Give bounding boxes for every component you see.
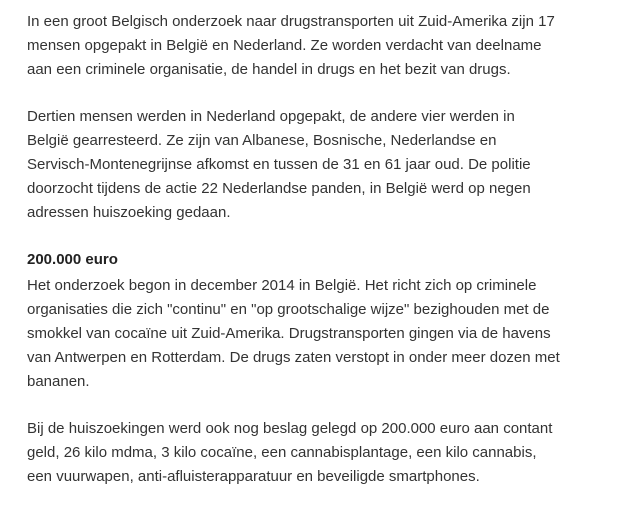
text-line: Bij de huiszoekingen werd ook nog beslag gelegd op 200.000 euro aan contant xyxy=(27,420,553,437)
text-line: mensen opgepakt in België en Nederland. Ze worden verdacht van deelname xyxy=(27,37,542,54)
text-line: organisaties die zich "continu" en "op grootschalige wijze" bezighouden met de xyxy=(27,301,550,318)
text-line: adressen huiszoeking gedaan. xyxy=(27,204,231,221)
paragraph-seizures xyxy=(27,417,597,489)
text-line: aan een criminele organisatie, de handel in drugs en het bezit van drugs. xyxy=(27,61,511,78)
text-line: België gearresteerd. Ze zijn van Albanese, Bosnische, Nederlandse en xyxy=(27,132,497,149)
text-line: geld, 26 kilo mdma, 3 kilo cocaïne, een cannabisplantage, een kilo cannabis, xyxy=(27,444,537,461)
paragraph-intro xyxy=(27,10,597,82)
article-body xyxy=(27,10,597,512)
paragraph-investigation xyxy=(27,274,597,394)
text-line: smokkel van cocaïne uit Zuid-Amerika. Drugstransporten gingen via de havens xyxy=(27,325,551,342)
section-heading: 200.000 euro xyxy=(27,251,118,268)
text-line: doorzocht tijdens de actie 22 Nederlandse panden, in België werd op negen xyxy=(27,180,531,197)
text-line: bananen. xyxy=(27,373,90,390)
text-line: Dertien mensen werden in Nederland opgepakt, de andere vier werden in xyxy=(27,108,515,125)
text-line: een vuurwapen, anti-afluisterapparatuur en beveiligde smartphones. xyxy=(27,468,480,485)
text-line: In een groot Belgisch onderzoek naar drugstransporten uit Zuid-Amerika zijn 17 xyxy=(27,13,555,30)
text-line: Het onderzoek begon in december 2014 in België. Het richt zich op criminele xyxy=(27,277,537,294)
paragraph-arrests xyxy=(27,105,597,225)
text-line: Servisch-Montenegrijnse afkomst en tussen de 31 en 61 jaar oud. De politie xyxy=(27,156,531,173)
text-line: van Antwerpen en Rotterdam. De drugs zaten verstopt in onder meer dozen met xyxy=(27,349,560,366)
